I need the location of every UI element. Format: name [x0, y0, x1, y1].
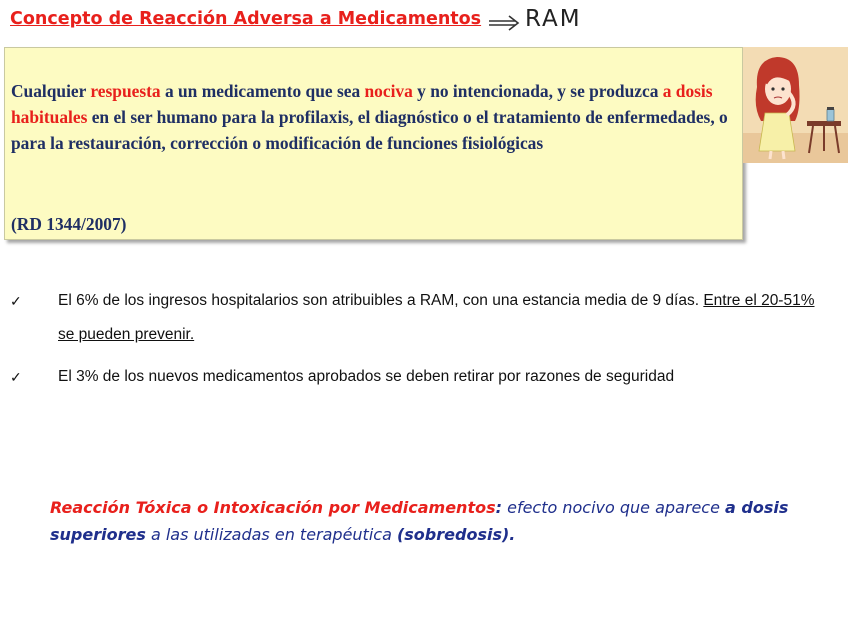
bullet-underlined-text: Entre el 20-51% se pueden prevenir.	[58, 292, 815, 343]
highlight-respuesta: respuesta	[90, 81, 161, 101]
page-title: Concepto de Reacción Adversa a Medicamentos	[10, 9, 482, 29]
definition-part: a un medicamento que sea	[160, 81, 365, 101]
check-icon: ✓	[10, 293, 22, 309]
toxic-bold-sobredosis: (sobredosis).	[396, 525, 516, 544]
toxic-term: Reacción Tóxica o Intoxicación por Medicamentos	[50, 498, 496, 517]
highlight-nociva: nociva	[364, 81, 413, 101]
definition-part: y no intencionada, y se produzca	[412, 81, 663, 101]
ram-label: RAM	[525, 6, 582, 32]
definition-part: Cualquier	[11, 81, 91, 101]
bullet-main-text: El 3% de los nuevos medicamentos aprobados se deben retirar por razones de seguridad	[58, 368, 675, 385]
definition-part: en el ser humano para la profilaxis, el diagnóstico o el tratamiento de enfermedades, o para la restauración, corrección o modificación de funciones fisiológicas	[11, 107, 728, 153]
toxic-bold-dosis: a dosis superiores	[50, 498, 789, 544]
definition-box	[4, 47, 743, 240]
toxic-text: a las utilizadas en terapéutica	[145, 525, 397, 544]
toxic-reaction-definition	[50, 494, 810, 548]
sick-woman-illustration	[743, 47, 848, 163]
bullet-text	[58, 284, 828, 352]
bullet-main-text: El 6% de los ingresos hospitalarios son atribuibles a RAM, con una estancia media de 9 días.	[58, 292, 704, 309]
ram-annotation	[487, 6, 582, 32]
definition-text	[11, 78, 739, 156]
toxic-colon: :	[495, 498, 503, 517]
bullet-text	[58, 360, 828, 394]
check-icon: ✓	[10, 369, 22, 385]
illustration-graphic	[743, 47, 848, 163]
legal-reference: (RD 1344/2007)	[11, 214, 127, 234]
hand-drawn-arrow-icon	[487, 14, 521, 32]
highlight-dosis-habituales: a dosis habituales	[11, 81, 713, 127]
toxic-text: efecto nocivo que aparece	[502, 498, 726, 517]
